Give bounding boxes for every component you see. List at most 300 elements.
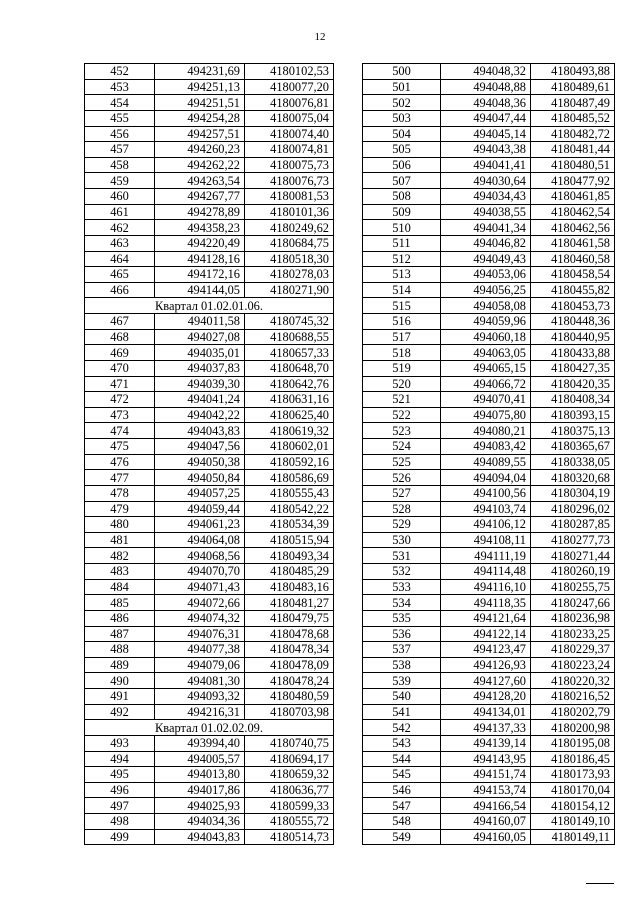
- point-number-cell: 502: [363, 95, 441, 111]
- x-coordinate-cell: 494093,32: [155, 689, 245, 705]
- y-coordinate-cell: 4180478,24: [245, 673, 334, 689]
- point-number-cell: 528: [363, 501, 441, 517]
- y-coordinate-cell: 4180236,98: [531, 610, 615, 626]
- table-row: [363, 282, 615, 298]
- x-coordinate-cell: 494089,55: [441, 454, 531, 470]
- y-coordinate-cell: 4180518,30: [245, 251, 334, 267]
- x-coordinate-cell: 494134,01: [441, 704, 531, 720]
- x-coordinate-cell: 494172,16: [155, 267, 245, 283]
- x-coordinate-cell: 494058,08: [441, 298, 531, 314]
- y-coordinate-cell: 4180393,15: [531, 407, 615, 423]
- y-coordinate-cell: 4180619,32: [245, 423, 334, 439]
- x-coordinate-cell: 494074,32: [155, 610, 245, 626]
- table-row: [85, 782, 334, 798]
- y-coordinate-cell: 4180081,53: [245, 189, 334, 205]
- y-coordinate-cell: 4180296,02: [531, 501, 615, 517]
- y-coordinate-cell: 4180202,79: [531, 704, 615, 720]
- point-number-cell: 500: [363, 64, 441, 80]
- table-row: [363, 673, 615, 689]
- y-coordinate-cell: 4180740,75: [245, 735, 334, 751]
- table-row: [363, 110, 615, 126]
- point-number-cell: 530: [363, 532, 441, 548]
- x-coordinate-cell: 494064,08: [155, 532, 245, 548]
- point-number-cell: 491: [85, 689, 155, 705]
- table-row: [85, 235, 334, 251]
- point-number-cell: 474: [85, 423, 155, 439]
- x-coordinate-cell: 494034,36: [155, 814, 245, 830]
- x-coordinate-cell: 494011,58: [155, 314, 245, 330]
- point-number-cell: 516: [363, 314, 441, 330]
- x-coordinate-cell: 494358,23: [155, 220, 245, 236]
- table-row: [85, 751, 334, 767]
- y-coordinate-cell: 4180220,32: [531, 673, 615, 689]
- table-row: [85, 595, 334, 611]
- y-coordinate-cell: 4180170,04: [531, 782, 615, 798]
- x-coordinate-cell: 494100,56: [441, 485, 531, 501]
- point-number-cell: 463: [85, 235, 155, 251]
- point-number-cell: 538: [363, 657, 441, 673]
- point-number-cell: 505: [363, 142, 441, 158]
- point-number-cell: 497: [85, 798, 155, 814]
- x-coordinate-cell: 494231,69: [155, 64, 245, 80]
- x-coordinate-cell: 494160,05: [441, 829, 531, 845]
- table-row: [363, 454, 615, 470]
- table-row: [85, 157, 334, 173]
- y-coordinate-cell: 4180304,19: [531, 485, 615, 501]
- x-coordinate-cell: 494144,05: [155, 282, 245, 298]
- x-coordinate-cell: 494076,31: [155, 626, 245, 642]
- y-coordinate-cell: 4180076,73: [245, 173, 334, 189]
- point-number-cell: 510: [363, 220, 441, 236]
- point-number-cell: 514: [363, 282, 441, 298]
- table-row: [363, 485, 615, 501]
- table-row: [363, 610, 615, 626]
- y-coordinate-cell: 4180365,67: [531, 439, 615, 455]
- y-coordinate-cell: 4180688,55: [245, 329, 334, 345]
- table-row: [363, 517, 615, 533]
- y-coordinate-cell: 4180625,40: [245, 407, 334, 423]
- table-row: [363, 189, 615, 205]
- point-number-cell: 529: [363, 517, 441, 533]
- point-number-cell: 487: [85, 626, 155, 642]
- y-coordinate-cell: 4180455,82: [531, 282, 615, 298]
- table-row: [85, 454, 334, 470]
- table-row: [363, 251, 615, 267]
- y-coordinate-cell: 4180427,35: [531, 360, 615, 376]
- x-coordinate-cell: 494060,18: [441, 329, 531, 345]
- page-number: 12: [314, 31, 326, 43]
- table-row: [363, 439, 615, 455]
- y-coordinate-cell: 4180485,29: [245, 564, 334, 580]
- table-row: [85, 95, 334, 111]
- point-number-cell: 471: [85, 376, 155, 392]
- y-coordinate-cell: 4180229,37: [531, 642, 615, 658]
- table-row: [85, 251, 334, 267]
- point-number-cell: 544: [363, 751, 441, 767]
- y-coordinate-cell: 4180648,70: [245, 360, 334, 376]
- table-row: [85, 220, 334, 236]
- x-coordinate-cell: 494041,24: [155, 392, 245, 408]
- x-coordinate-cell: 494137,33: [441, 720, 531, 736]
- y-coordinate-cell: 4180433,88: [531, 345, 615, 361]
- point-number-cell: 453: [85, 79, 155, 95]
- point-number-cell: 540: [363, 689, 441, 705]
- table-row: [363, 814, 615, 830]
- table-row: [85, 814, 334, 830]
- point-number-cell: 467: [85, 314, 155, 330]
- x-coordinate-cell: 494106,12: [441, 517, 531, 533]
- y-coordinate-cell: 4180481,27: [245, 595, 334, 611]
- x-coordinate-cell: 494046,82: [441, 235, 531, 251]
- table-row: [85, 189, 334, 205]
- y-coordinate-cell: 4180461,58: [531, 235, 615, 251]
- x-coordinate-cell: 494043,83: [155, 829, 245, 845]
- point-number-cell: 503: [363, 110, 441, 126]
- point-number-cell: 498: [85, 814, 155, 830]
- y-coordinate-cell: 4180659,32: [245, 767, 334, 783]
- table-row: [85, 345, 334, 361]
- x-coordinate-cell: 494267,77: [155, 189, 245, 205]
- x-coordinate-cell: 494035,01: [155, 345, 245, 361]
- point-number-cell: 477: [85, 470, 155, 486]
- y-coordinate-cell: 4180195,08: [531, 735, 615, 751]
- point-number-cell: 545: [363, 767, 441, 783]
- x-coordinate-cell: 494079,06: [155, 657, 245, 673]
- y-coordinate-cell: 4180149,11: [531, 829, 615, 845]
- table-row: [363, 95, 615, 111]
- table-row: [363, 501, 615, 517]
- point-number-cell: 543: [363, 735, 441, 751]
- x-coordinate-cell: 494251,13: [155, 79, 245, 95]
- x-coordinate-cell: 494083,42: [441, 439, 531, 455]
- point-number-cell: 524: [363, 439, 441, 455]
- table-row: [85, 689, 334, 705]
- table-row: [363, 204, 615, 220]
- table-row: [85, 282, 334, 298]
- table-row: [363, 470, 615, 486]
- x-coordinate-cell: 494070,70: [155, 564, 245, 580]
- table-row: [85, 485, 334, 501]
- table-row: [363, 360, 615, 376]
- y-coordinate-cell: 4180493,34: [245, 548, 334, 564]
- table-row: [363, 798, 615, 814]
- table-body: [85, 64, 334, 845]
- table-row: [363, 64, 615, 80]
- point-number-cell: 466: [85, 282, 155, 298]
- x-coordinate-cell: 494050,84: [155, 470, 245, 486]
- x-coordinate-cell: 494126,93: [441, 657, 531, 673]
- y-coordinate-cell: 4180478,68: [245, 626, 334, 642]
- x-coordinate-cell: 494047,56: [155, 439, 245, 455]
- table-row: [363, 595, 615, 611]
- table-row: [85, 470, 334, 486]
- point-number-cell: 512: [363, 251, 441, 267]
- x-coordinate-cell: 494123,47: [441, 642, 531, 658]
- point-number-cell: 468: [85, 329, 155, 345]
- point-number-cell: 494: [85, 751, 155, 767]
- x-coordinate-cell: 494042,22: [155, 407, 245, 423]
- point-number-cell: 470: [85, 360, 155, 376]
- x-coordinate-cell: 494066,72: [441, 376, 531, 392]
- y-coordinate-cell: 4180271,90: [245, 282, 334, 298]
- table-row: [363, 407, 615, 423]
- point-number-cell: 520: [363, 376, 441, 392]
- x-coordinate-cell: 494118,35: [441, 595, 531, 611]
- y-coordinate-cell: 4180448,36: [531, 314, 615, 330]
- x-coordinate-cell: 494121,64: [441, 610, 531, 626]
- y-coordinate-cell: 4180186,45: [531, 751, 615, 767]
- table-row: [363, 376, 615, 392]
- x-coordinate-cell: 494050,38: [155, 454, 245, 470]
- x-coordinate-cell: 494063,05: [441, 345, 531, 361]
- y-coordinate-cell: 4180077,20: [245, 79, 334, 95]
- coordinates-table-left: [84, 63, 334, 845]
- point-number-cell: 495: [85, 767, 155, 783]
- table-row: [85, 610, 334, 626]
- y-coordinate-cell: 4180461,85: [531, 189, 615, 205]
- point-number-cell: 464: [85, 251, 155, 267]
- y-coordinate-cell: 4180249,62: [245, 220, 334, 236]
- y-coordinate-cell: 4180149,10: [531, 814, 615, 830]
- point-number-cell: 531: [363, 548, 441, 564]
- x-coordinate-cell: 494122,14: [441, 626, 531, 642]
- y-coordinate-cell: 4180478,34: [245, 642, 334, 658]
- y-coordinate-cell: 4180745,32: [245, 314, 334, 330]
- point-number-cell: 507: [363, 173, 441, 189]
- table-row: [363, 704, 615, 720]
- point-number-cell: 534: [363, 595, 441, 611]
- x-coordinate-cell: 493994,40: [155, 735, 245, 751]
- x-coordinate-cell: 494047,44: [441, 110, 531, 126]
- y-coordinate-cell: 4180440,95: [531, 329, 615, 345]
- point-number-cell: 483: [85, 564, 155, 580]
- y-coordinate-cell: 4180586,69: [245, 470, 334, 486]
- point-number-cell: 472: [85, 392, 155, 408]
- y-coordinate-cell: 4180657,33: [245, 345, 334, 361]
- y-coordinate-cell: 4180075,04: [245, 110, 334, 126]
- table-row: [85, 314, 334, 330]
- table-row: [363, 126, 615, 142]
- point-number-cell: 492: [85, 704, 155, 720]
- x-coordinate-cell: 494045,14: [441, 126, 531, 142]
- x-coordinate-cell: 494220,49: [155, 235, 245, 251]
- point-number-cell: 511: [363, 235, 441, 251]
- x-coordinate-cell: 494166,54: [441, 798, 531, 814]
- point-number-cell: 521: [363, 392, 441, 408]
- point-number-cell: 493: [85, 735, 155, 751]
- table-row: [363, 548, 615, 564]
- y-coordinate-cell: 4180278,03: [245, 267, 334, 283]
- x-coordinate-cell: 494049,43: [441, 251, 531, 267]
- table-row: [85, 532, 334, 548]
- x-coordinate-cell: 494081,30: [155, 673, 245, 689]
- section-title: Квартал 01.02.01.06.: [85, 298, 334, 314]
- point-number-cell: 462: [85, 220, 155, 236]
- x-coordinate-cell: 494005,57: [155, 751, 245, 767]
- y-coordinate-cell: 4180074,81: [245, 142, 334, 158]
- y-coordinate-cell: 4180482,72: [531, 126, 615, 142]
- y-coordinate-cell: 4180477,92: [531, 173, 615, 189]
- table-row: [363, 79, 615, 95]
- y-coordinate-cell: 4180555,43: [245, 485, 334, 501]
- point-number-cell: 455: [85, 110, 155, 126]
- table-row: [363, 767, 615, 783]
- table-row: [85, 798, 334, 814]
- point-number-cell: 476: [85, 454, 155, 470]
- table-row: [85, 64, 334, 80]
- y-coordinate-cell: 4180694,17: [245, 751, 334, 767]
- point-number-cell: 519: [363, 360, 441, 376]
- y-coordinate-cell: 4180602,01: [245, 439, 334, 455]
- x-coordinate-cell: 494251,51: [155, 95, 245, 111]
- x-coordinate-cell: 494160,07: [441, 814, 531, 830]
- point-number-cell: 527: [363, 485, 441, 501]
- x-coordinate-cell: 494057,25: [155, 485, 245, 501]
- x-coordinate-cell: 494030,64: [441, 173, 531, 189]
- point-number-cell: 479: [85, 501, 155, 517]
- table-row: [85, 329, 334, 345]
- point-number-cell: 517: [363, 329, 441, 345]
- x-coordinate-cell: 494059,44: [155, 501, 245, 517]
- y-coordinate-cell: 4180480,51: [531, 157, 615, 173]
- x-coordinate-cell: 494114,48: [441, 564, 531, 580]
- x-coordinate-cell: 494041,41: [441, 157, 531, 173]
- x-coordinate-cell: 494070,41: [441, 392, 531, 408]
- point-number-cell: 547: [363, 798, 441, 814]
- table-row: [85, 517, 334, 533]
- table-row: [363, 298, 615, 314]
- point-number-cell: 461: [85, 204, 155, 220]
- table-row: [363, 642, 615, 658]
- table-row: [85, 657, 334, 673]
- table-row: [363, 626, 615, 642]
- point-number-cell: 532: [363, 564, 441, 580]
- y-coordinate-cell: 4180102,53: [245, 64, 334, 80]
- point-number-cell: 489: [85, 657, 155, 673]
- point-number-cell: 539: [363, 673, 441, 689]
- x-coordinate-cell: 494056,25: [441, 282, 531, 298]
- table-row: [85, 407, 334, 423]
- y-coordinate-cell: 4180076,81: [245, 95, 334, 111]
- y-coordinate-cell: 4180154,12: [531, 798, 615, 814]
- y-coordinate-cell: 4180173,93: [531, 767, 615, 783]
- x-coordinate-cell: 494043,83: [155, 423, 245, 439]
- point-number-cell: 515: [363, 298, 441, 314]
- y-coordinate-cell: 4180480,59: [245, 689, 334, 705]
- table-row: [363, 782, 615, 798]
- table-row: [363, 423, 615, 439]
- point-number-cell: 465: [85, 267, 155, 283]
- point-number-cell: 486: [85, 610, 155, 626]
- x-coordinate-cell: 494037,83: [155, 360, 245, 376]
- point-number-cell: 481: [85, 532, 155, 548]
- table-row: [85, 392, 334, 408]
- x-coordinate-cell: 494077,38: [155, 642, 245, 658]
- y-coordinate-cell: 4180101,36: [245, 204, 334, 220]
- point-number-cell: 501: [363, 79, 441, 95]
- x-coordinate-cell: 494038,55: [441, 204, 531, 220]
- point-number-cell: 478: [85, 485, 155, 501]
- x-coordinate-cell: 494075,80: [441, 407, 531, 423]
- y-coordinate-cell: 4180487,49: [531, 95, 615, 111]
- x-coordinate-cell: 494151,74: [441, 767, 531, 783]
- y-coordinate-cell: 4180462,54: [531, 204, 615, 220]
- table-row: [85, 376, 334, 392]
- y-coordinate-cell: 4180636,77: [245, 782, 334, 798]
- table-row: [85, 126, 334, 142]
- y-coordinate-cell: 4180555,72: [245, 814, 334, 830]
- table-row: [85, 267, 334, 283]
- table-row: [363, 720, 615, 736]
- coordinates-table-right: [362, 63, 615, 845]
- x-coordinate-cell: 494103,74: [441, 501, 531, 517]
- table-row: [363, 329, 615, 345]
- table-row: [363, 392, 615, 408]
- x-coordinate-cell: 494043,38: [441, 142, 531, 158]
- x-coordinate-cell: 494072,66: [155, 595, 245, 611]
- y-coordinate-cell: 4180271,44: [531, 548, 615, 564]
- x-coordinate-cell: 494216,31: [155, 704, 245, 720]
- table-row: [363, 564, 615, 580]
- y-coordinate-cell: 4180233,25: [531, 626, 615, 642]
- x-coordinate-cell: 494254,28: [155, 110, 245, 126]
- y-coordinate-cell: 4180460,58: [531, 251, 615, 267]
- section-header-row: [85, 720, 334, 736]
- x-coordinate-cell: 494262,22: [155, 157, 245, 173]
- table-row: [85, 564, 334, 580]
- point-number-cell: 460: [85, 189, 155, 205]
- x-coordinate-cell: 494068,56: [155, 548, 245, 564]
- point-number-cell: 546: [363, 782, 441, 798]
- x-coordinate-cell: 494048,36: [441, 95, 531, 111]
- point-number-cell: 549: [363, 829, 441, 845]
- x-coordinate-cell: 494128,16: [155, 251, 245, 267]
- y-coordinate-cell: 4180703,98: [245, 704, 334, 720]
- x-coordinate-cell: 494143,95: [441, 751, 531, 767]
- point-number-cell: 522: [363, 407, 441, 423]
- y-coordinate-cell: 4180483,16: [245, 579, 334, 595]
- table-row: [363, 751, 615, 767]
- y-coordinate-cell: 4180255,75: [531, 579, 615, 595]
- point-number-cell: 513: [363, 267, 441, 283]
- y-coordinate-cell: 4180478,09: [245, 657, 334, 673]
- y-coordinate-cell: 4180216,52: [531, 689, 615, 705]
- point-number-cell: 457: [85, 142, 155, 158]
- point-number-cell: 526: [363, 470, 441, 486]
- point-number-cell: 490: [85, 673, 155, 689]
- y-coordinate-cell: 4180277,73: [531, 532, 615, 548]
- point-number-cell: 508: [363, 189, 441, 205]
- point-number-cell: 542: [363, 720, 441, 736]
- x-coordinate-cell: 494041,34: [441, 220, 531, 236]
- x-coordinate-cell: 494061,23: [155, 517, 245, 533]
- y-coordinate-cell: 4180420,35: [531, 376, 615, 392]
- x-coordinate-cell: 494027,08: [155, 329, 245, 345]
- table-row: [85, 735, 334, 751]
- point-number-cell: 452: [85, 64, 155, 80]
- point-number-cell: 454: [85, 95, 155, 111]
- x-coordinate-cell: 494260,23: [155, 142, 245, 158]
- point-number-cell: 496: [85, 782, 155, 798]
- table-row: [85, 360, 334, 376]
- table-row: [85, 142, 334, 158]
- point-number-cell: 509: [363, 204, 441, 220]
- table-row: [85, 439, 334, 455]
- section-header-row: [85, 298, 334, 314]
- x-coordinate-cell: 494278,89: [155, 204, 245, 220]
- y-coordinate-cell: 4180260,19: [531, 564, 615, 580]
- table-row: [85, 110, 334, 126]
